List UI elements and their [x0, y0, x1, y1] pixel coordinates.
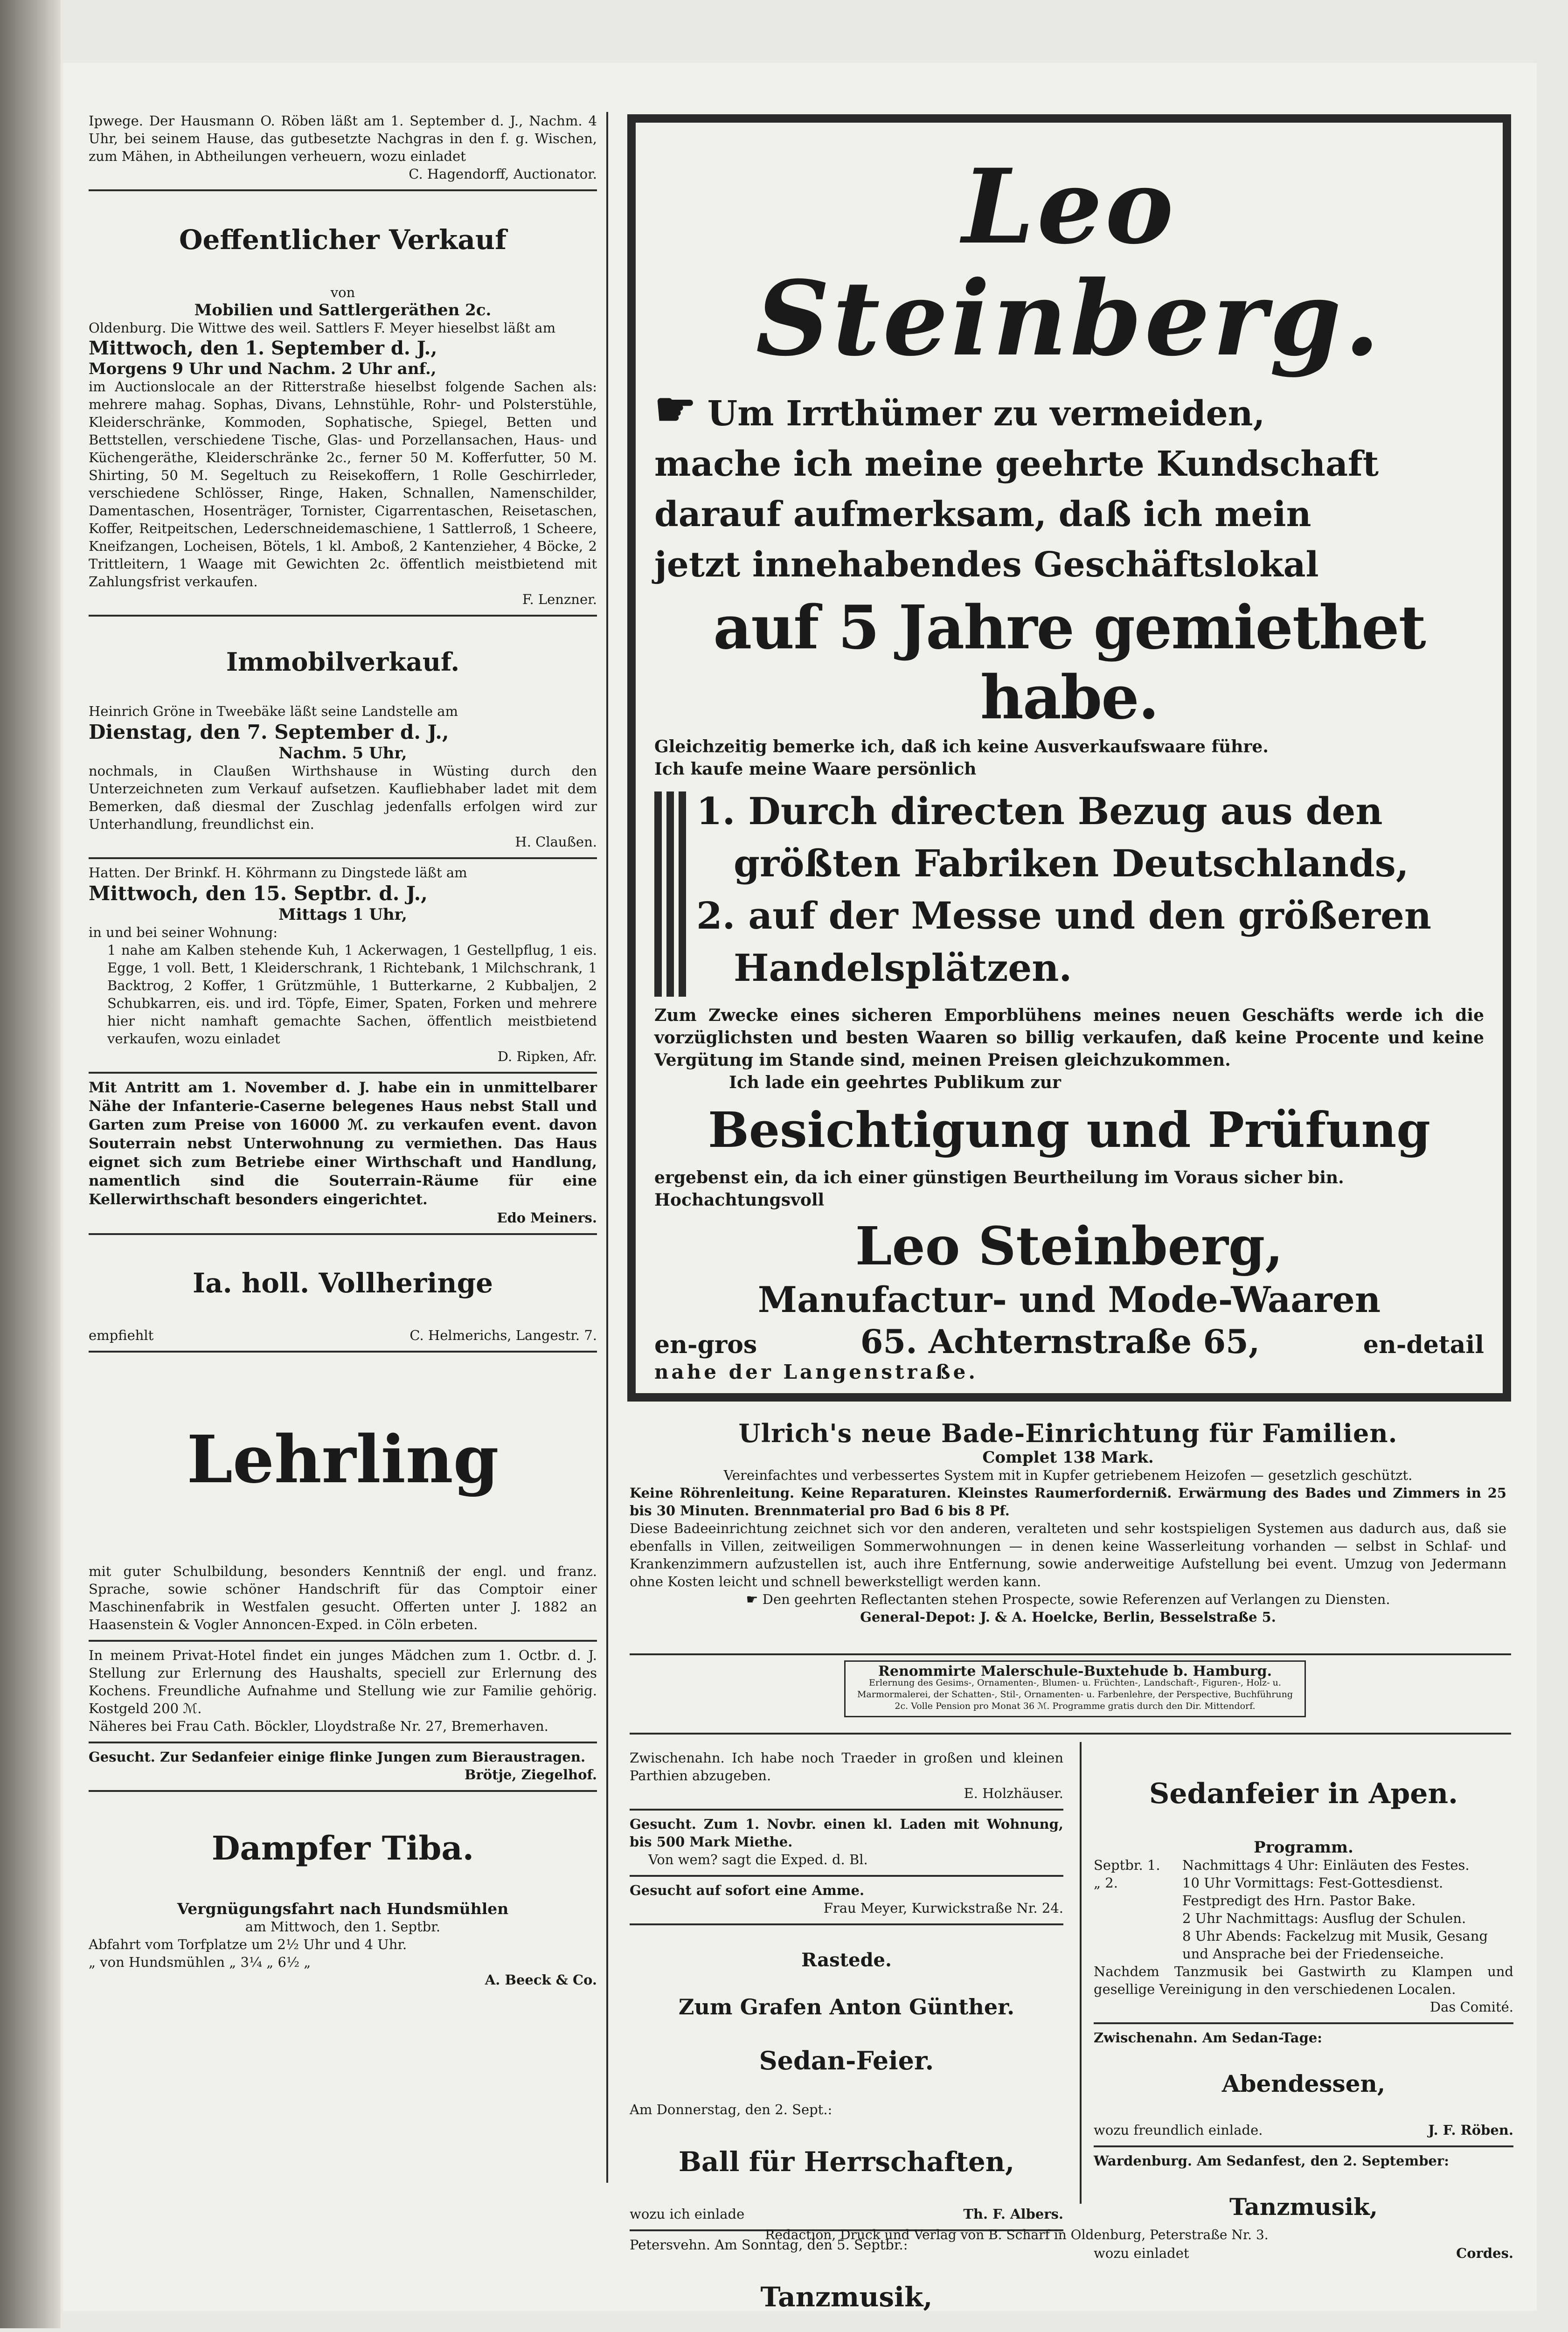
ad-title: Lehrling — [187, 1422, 499, 1498]
ad-body: im Auctionslocale an der Ritterstraße hieselbst folgende Sachen als: mehrere mahag. Sophas, Divans, Lehnstühle, Rohr- und Polsterstühle, Kleiderschränke, Kommoden, Sophatische, Spiegel, Betten und Bettstellen, verschiedene Tische, Glas- und Porzellansachen, Haus- und Küchengeräthe, Kleiderschränke 2c., ferner 50 M. Kofferfutter, 50 M. Shirting, 50 M. Segeltuch zu Reisekoffern, 1 Rolle Geschirrleder, verschiedene Schlösser, Ringe, Haken, Schnallen, Namenschilder, Damentaschen, Hosenträger, Tornister, Cigarrentaschen, Reisetaschen, Koffer, Reitpeitschen, Lederschneidemaschiene, 1 Sattlerroß, 1 Scheere, Kneifzangen, Locheisen, Bötels, 1 kl. Amboß, 2 Kantenzieher, 4 Böcke, 2 Trittleitern, 1 Waage mit Gewichten 2c. öffentlich meistbietend mit Zahlungsfrist verkaufen. — [89, 379, 597, 590]
ad-line: Diese Badeeinrichtung zeichnet sich vor den anderen, veralteten und sehr kostspieligen Systemen aus dadurch aus, daß sie ebenfalls in Villen, zeitweiligen Sommerwohnungen — in denen keine Wasserleitung vorhanden — selbst in Schlaf- und Krankenzimmern aufzustellen ist, auch ihre Entfernung, sowie anderweitige Aufstellung bei event. Umzug von Jedermann ohne Kosten leicht und schnell bewerkstelligt werden kann. — [630, 1520, 1506, 1589]
ad-note: Von wem? sagt die Exped. d. Bl. — [648, 1852, 868, 1867]
ad-title: Renommirte Malerschule-Buxtehude b. Hamburg. — [878, 1663, 1272, 1680]
ad-signature: Cordes. — [1456, 2245, 1513, 2261]
ad-immobilverkauf — [89, 617, 597, 859]
ad-text: Ipwege. Der Hausmann O. Röben läßt am 1. September d. J., Nachm. 4 Uhr, bei seinem Hause, das gutbesetzte Nachgras in den f. g. Wischen, zum Mähen, in Abtheilungen verheuern, wozu einladet — [89, 113, 597, 164]
ad-date: Am Donnerstag, den 2. Sept.: — [630, 2102, 833, 2117]
lower-right-column — [1094, 1744, 1513, 2269]
program-text: 2 Uhr Nachmittags: Ausflug der Schulen. — [1182, 1910, 1466, 1926]
rule — [630, 1653, 1511, 1655]
ad-title: Ulrich's neue Bade-Einrichtung für Familien. — [738, 1418, 1398, 1448]
ad-address-row — [654, 1322, 1484, 1361]
ad-signature: Frau Meyer, Kurwickstraße Nr. 24. — [823, 1900, 1063, 1916]
ad-event: Ball für Herrschaften, — [678, 2146, 1015, 2178]
ad-hero-line: auf 5 Jahre gemiethet habe. — [713, 593, 1425, 733]
ad-signature: H. Claußen. — [515, 834, 597, 850]
program-row — [1094, 1927, 1513, 1963]
program-text: 8 Uhr Abends: Fackelzug mit Musik, Gesang und Ansprache bei der Friedenseiche. — [1182, 1928, 1488, 1962]
ad-subtitle: Vergnügungsfahrt nach Hundsmühlen — [177, 1900, 509, 1918]
column-rule — [1080, 1742, 1082, 2204]
ad-holzhaeuser — [630, 1744, 1063, 1811]
ad-von: von — [330, 285, 355, 300]
ad-body: mit guter Schulbildung, besonders Kenntniß der engl. und franz. Sprache, sowie schöner Handschrift für das Comptoir einer Maschinenfabrik in Westfalen gesucht. Offerten unter J. 1882 an Haasenstein & Vogler Annoncen-Exped. in Cöln erbeten. — [89, 1563, 597, 1632]
ad-closing: Hochachtungsvoll — [654, 1190, 825, 1210]
ad-lead: Wardenburg. Am Sedanfest, den 2. September: — [1094, 2153, 1449, 2169]
ad-body: Mit Antritt am 1. November d. J. habe ein in unmittelbarer Nähe der Infanterie-Caserne belegenes Haus nebst Stall und Garten zum Preise von 16000 ℳ. zu verkaufen event. davon Souterrain nebst Unterwohnung zu vermiethen. Das Haus eignet sich zum Betriebe einer Wirthschaft und Handlung, namentlich sind die Souterrain-Räume für eine Kellerwirthschaft besonders eingerichtet. — [89, 1079, 597, 1208]
ad-body: nochmals, in Claußen Wirthshause in Wüsting durch den Unterzeichneten zum Verkauf aufsetzen. Kaufliebhaber ladet mit dem Bemerken, daß diesmal der Zuschlag jedenfalls erfolgen wird zur Unterhandlung, freundlichst ein. — [89, 763, 597, 832]
ad-petersvehn — [630, 2231, 1063, 2332]
ad-line: Gleichzeitig bemerke ich, daß ich keine Ausverkaufswaare führe. — [654, 737, 1269, 757]
ad-invite: wozu einladet — [1094, 2245, 1189, 2261]
ad-place: Rastede. — [801, 1949, 892, 1971]
ad-body: 1 nahe am Kalben stehende Kuh, 1 Ackerwagen, 1 Gestellpflug, 1 eis. Egge, 1 voll. Bett, 1 Kleiderschrank, 1 Richtebank, 1 Milchschrank, 1 Backtrog, 2 Koffer, 1 Grützmühle, 1 Butterkarne, 2 Kubbaljen, 2 Schubkarren, eis. und ird. Töpfe, Eimer, Spaten, Forken und mehrere hier nicht namhaft gemachte Sachen, öffentlich meistbietend verkaufen, wozu einladet — [107, 942, 597, 1047]
ad-line: jetzt innehabendes Geschäftslokal — [654, 545, 1319, 585]
pointing-hand-icon: ☛ — [654, 382, 696, 437]
ad-signature: C. Hagendorff, Auctionator. — [409, 166, 597, 182]
list-item: 1. Durch directen Bezug aus den — [696, 789, 1383, 833]
ad-body: Erlernung des Gesims-, Ornamenten-, Blumen- u. Früchten-, Landschaft-, Figuren-, Holz- u. Marmormalerei, der Schatten-, Stil-, Ornamenten- u. Farbenlehre, der Perspective, Buchführung 2c. Volle Pension pro Monat 36 ℳ. Programme gratis durch den Dir. Mittendorf. — [857, 1678, 1293, 1711]
ad-signature: J. F. Röben. — [1428, 2122, 1513, 2138]
ad-event: Tanzmusik, — [1229, 2193, 1378, 2221]
list-item: 2. auf der Messe und den größeren — [696, 894, 1432, 937]
ad-broetje — [89, 1743, 597, 1792]
program-row — [1094, 1909, 1513, 1927]
program-row — [1094, 1856, 1513, 1874]
ad-line: „ von Hundsmühlen „ 3¼ „ 6½ „ — [89, 1954, 311, 1970]
ad-emphasis: Besichtigung und Prüfung — [708, 1101, 1430, 1159]
program-text: 10 Uhr Vormittags: Fest-Gottesdienst. Festpredigt des Hrn. Pastor Bake. — [1182, 1875, 1443, 1909]
address: 65. Achternstraße 65, — [860, 1322, 1260, 1361]
program-text: Nachmittags 4 Uhr: Einläuten des Festes. — [1182, 1857, 1470, 1873]
ad-title: Sedan-Feier. — [759, 2046, 934, 2075]
ad-firm: Manufactur- und Mode-Waaren — [757, 1279, 1381, 1320]
ad-body: Gesucht. Zur Sedanfeier einige flinke Jungen zum Bieraustragen. — [89, 1749, 586, 1765]
ad-time: Morgens 9 Uhr und Nachm. 2 Uhr anf., — [89, 360, 437, 378]
ad-line: mache ich meine geehrte Kundschaft — [654, 444, 1379, 484]
ad-line: Um Irrthümer zu vermeiden, — [707, 394, 1265, 434]
ad-wardenburg — [1094, 2147, 1513, 2269]
ad-koehrmann — [89, 859, 597, 1074]
ad-headline: Leo Steinberg. — [756, 146, 1383, 379]
ad-date: am Mittwoch, den 1. Septbr. — [245, 1919, 441, 1935]
ad-signature: A. Beeck & Co. — [485, 1972, 597, 1988]
ad-lead: Hatten. Der Brinkf. H. Köhrmann zu Dingstede läßt am — [89, 865, 467, 881]
ad-laden-gesucht — [630, 1811, 1063, 1877]
ad-lead: Zwischenahn. Am Sedan-Tage: — [1094, 2030, 1322, 2046]
left-column — [89, 107, 597, 1995]
ad-title: Oeffentlicher Verkauf — [179, 224, 507, 256]
ad-lead: Petersvehn. Am Sonntag, den 5. Septbr.: — [630, 2237, 908, 2253]
ad-address: Näheres bei Frau Cath. Böckler, Lloydstraße Nr. 27, Bremerhaven. — [89, 1718, 548, 1734]
ad-signature: F. Lenzner. — [522, 591, 597, 607]
program-date — [1094, 1927, 1182, 1963]
program-date: „ 2. — [1094, 1875, 1118, 1891]
ad-line: Vereinfachtes und verbessertes System mit in Kupfer getriebenem Heizofen — gesetzlich geschützt. — [723, 1467, 1413, 1483]
ad-title: Dampfer Tiba. — [211, 1829, 474, 1867]
ad-privat-hotel — [89, 1642, 597, 1743]
ad-intro: in und bei seiner Wohnung: — [89, 924, 278, 940]
decorative-bars — [654, 785, 696, 997]
ad-body: Zwischenahn. Ich habe noch Traeder in großen und kleinen Parthien abzugeben. — [630, 1750, 1063, 1784]
ad-lead: Heinrich Gröne in Tweebäke läßt seine Landstelle am — [89, 703, 458, 719]
ad-line: Abfahrt vom Torfplatze um 2½ Uhr und 4 Uhr. — [89, 1936, 407, 1952]
ad-hagendorff — [89, 107, 597, 191]
program-date: Septbr. 1. — [1094, 1857, 1160, 1873]
ad-line: darauf aufmerksam, daß ich mein — [654, 494, 1311, 534]
ad-list — [654, 785, 1484, 997]
ad-signature: Th. F. Albers. — [963, 2206, 1063, 2222]
imprint-footer: Redaction, Druck und Verlag von B. Scharf in Oldenburg, Peterstraße Nr. 3. — [765, 2227, 1269, 2242]
ad-lead: Oldenburg. Die Wittwe des weil. Sattlers F. Meyer hieselbst läßt am — [89, 320, 556, 336]
engros-label: en-gros — [654, 1331, 757, 1359]
ad-time: Nachm. 5 Uhr, — [278, 744, 407, 763]
list-item: Handelsplätzen. — [734, 946, 1072, 990]
ad-event: Tanzmusik, — [760, 2281, 933, 2313]
ad-body: Gesucht. Zum 1. Novbr. einen kl. Laden mit Wohnung, bis 500 Mark Miethe. — [630, 1816, 1063, 1850]
ad-body: In meinem Privat-Hotel findet ein junges Mädchen zum 1. Octbr. d. J. Stellung zur Erlernung des Haushalts, speciell zur Erlernung des Kochens. Freundliche Aufnahme und Stellung wie zur Familie gehörig. Kostgeld 200 ℳ. — [89, 1647, 597, 1716]
ad-sedanfeier-apen — [1094, 1744, 1513, 2024]
ad-lehrling — [89, 1353, 597, 1642]
program-date — [1094, 1909, 1182, 1927]
lower-middle-column — [630, 1744, 1063, 2332]
ad-subtitle: Mobilien und Sattlergeräthen 2c. — [194, 301, 492, 319]
ad-rastede — [630, 1925, 1063, 2231]
ad-date: Dienstag, den 7. September d. J., — [89, 721, 449, 743]
ad-signature: C. Helmerichs, Langestr. 7. — [409, 1327, 597, 1343]
ad-line: ergebenst ein, da ich einer günstigen Beurtheilung im Voraus sicher bin. — [654, 1168, 1344, 1187]
ad-signature: Brötje, Ziegelhof. — [464, 1767, 597, 1783]
ad-title: Ia. holl. Vollheringe — [192, 1267, 493, 1299]
ad-meiners-haus — [89, 1074, 597, 1235]
ad-invite: wozu freundlich einlade. — [1094, 2122, 1263, 2138]
ad-left-text: empfiehlt — [89, 1327, 154, 1343]
ad-date: Mittwoch, den 1. September d. J., — [89, 337, 437, 359]
ad-signature: Edo Meiners. — [497, 1210, 597, 1226]
ad-title: Sedanfeier in Apen. — [1149, 1777, 1458, 1810]
ad-price: Complet 138 Mark. — [982, 1448, 1154, 1467]
list-item: größten Fabriken Deutschlands, — [734, 841, 1409, 885]
rule — [630, 1733, 1511, 1735]
ad-line: Ich kaufe meine Waare persönlich — [654, 759, 977, 779]
ad-signature: E. Holzhäuser. — [964, 1785, 1063, 1801]
ad-dampfer-tiba — [89, 1792, 597, 1995]
program-row — [1094, 1874, 1513, 1909]
ad-event: Abendessen, — [1221, 2070, 1386, 2097]
ad-vollheringe — [89, 1235, 597, 1353]
ad-body: Nachdem Tanzmusik bei Gastwirth zu Klampen und gesellige Vereinigung in den verschiedenen Localen. — [1094, 1964, 1513, 1997]
column-rule — [606, 112, 608, 2183]
ad-oeffentlicher-verkauf — [89, 191, 597, 617]
ad-depot: General-Depot: J. & A. Hoelcke, Berlin, Besselstraße 5. — [860, 1609, 1276, 1625]
ad-line: ☛ Den geehrten Reflectanten stehen Prospecte, sowie Referenzen auf Verlangen zu Diensten. — [746, 1591, 1390, 1607]
ad-body: Gesucht auf sofort eine Amme. — [630, 1882, 865, 1898]
ad-signature: Das Comité. — [1429, 1999, 1513, 2015]
ad-time: Mittags 1 Uhr, — [278, 905, 407, 924]
ad-line: Keine Röhrenleitung. Keine Reparaturen. Kleinstes Raumerforderniß. Erwärmung des Bades und Zimmers in 25 bis 30 Minuten. Brennmaterial pro Bad 6 bis 8 Pf. — [630, 1485, 1506, 1519]
ad-signature: Leo Steinberg, — [855, 1216, 1284, 1277]
ad-date: Mittwoch, den 15. Septbr. d. J., — [89, 882, 428, 905]
address-note: nahe der Langenstraße. — [654, 1360, 978, 1383]
ad-title: Immobilverkauf. — [226, 647, 460, 677]
ad-amme — [630, 1877, 1063, 1925]
ad-program-label: Programm. — [1254, 1838, 1353, 1857]
ad-paragraph: Zum Zwecke eines sicheren Emporblühens meines neuen Geschäfts werde ich die vorzüglichsten und besten Waaren so billig verkaufen, daß keine Procente und keine Vergütung im Stande sind, meinen Preisen gleichzukommen. — [654, 1006, 1484, 1070]
ad-signature: D. Ripken, Afr. — [497, 1048, 597, 1064]
ad-line: Ich lade ein geehrtes Publikum zur — [729, 1073, 1061, 1092]
book-spine-edge — [0, 0, 61, 2328]
ad-ulrich-bade — [630, 1418, 1506, 1626]
ad-venue: Zum Grafen Anton Günther. — [678, 1994, 1015, 2020]
ad-invite: wozu ich einlade — [630, 2206, 745, 2222]
endetail-label: en-detail — [1363, 1331, 1484, 1359]
ad-leo-steinberg — [627, 114, 1511, 1402]
ad-abendessen — [1094, 2024, 1513, 2147]
ad-malerschule — [844, 1660, 1306, 1717]
